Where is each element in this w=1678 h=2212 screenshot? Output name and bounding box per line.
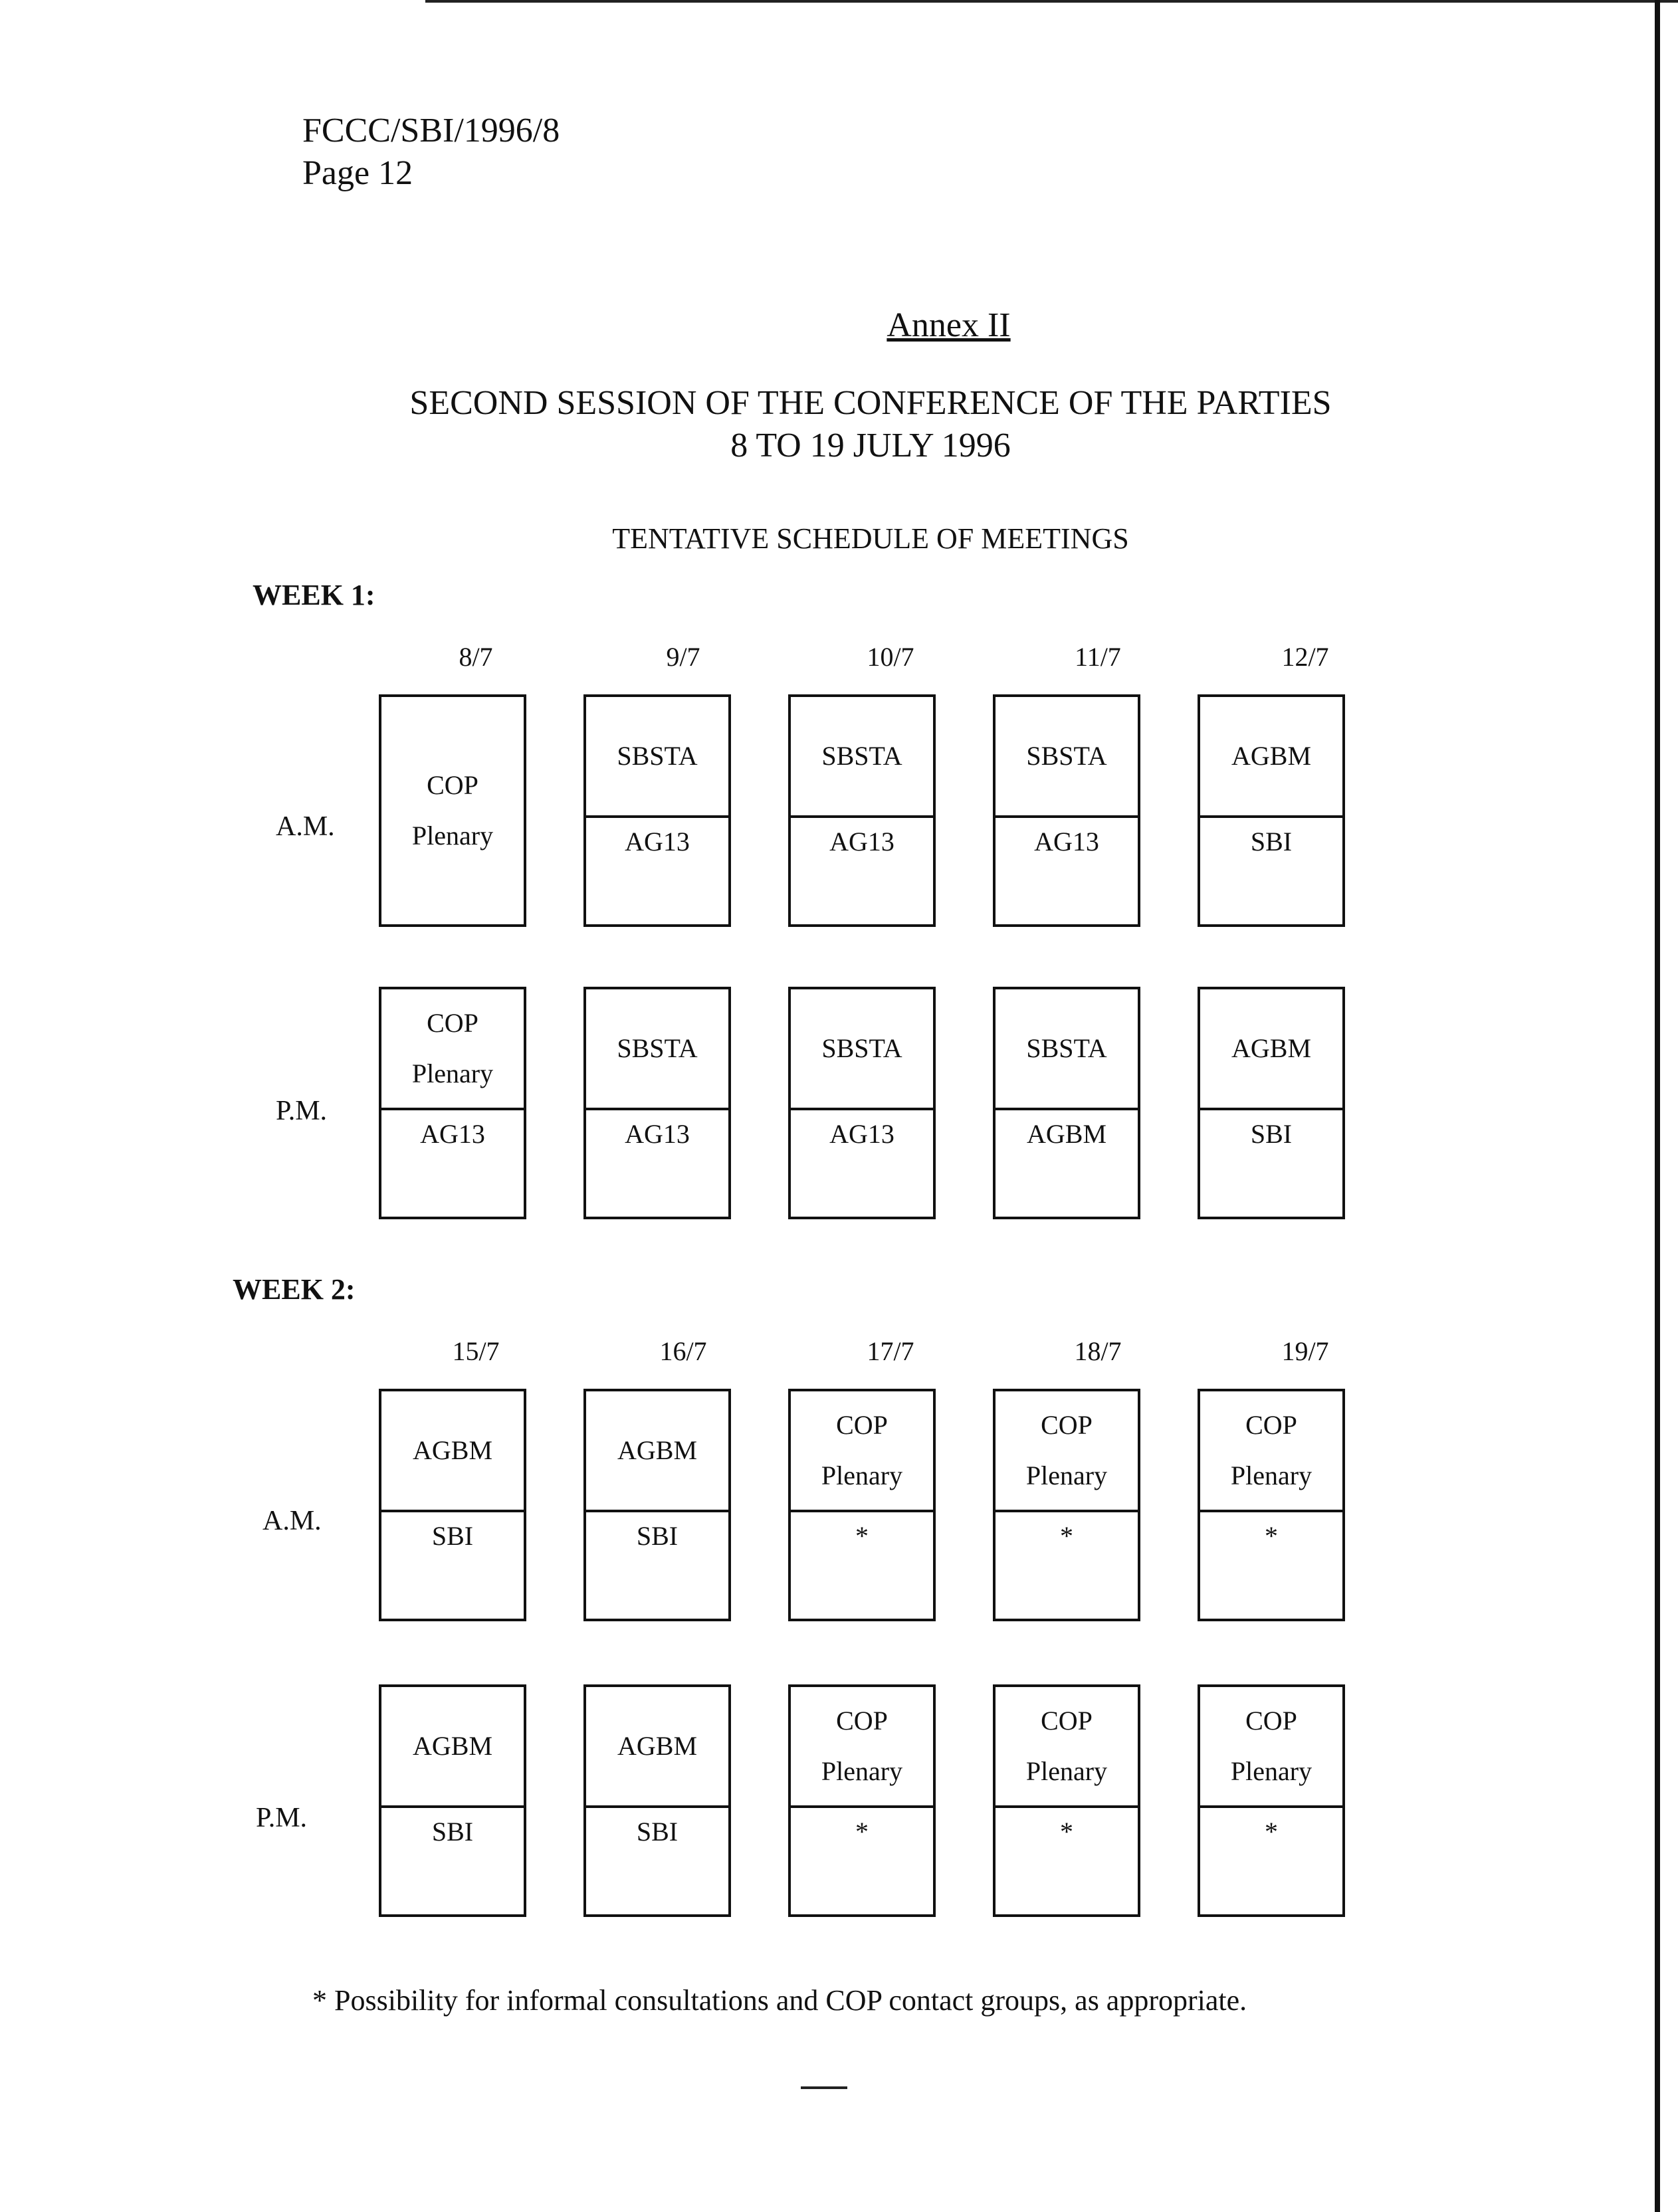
week-2-am-label: A.M. xyxy=(262,1506,322,1536)
session-top xyxy=(791,1687,933,1808)
schedule-subtitle: TENTATIVE SCHEDULE OF MEETINGS xyxy=(612,522,1129,555)
session-bottom: SBI xyxy=(1250,1119,1293,1149)
session-bottom: AG13 xyxy=(420,1119,485,1149)
date-label: 12/7 xyxy=(1281,642,1329,672)
title-line-1: SECOND SESSION OF THE CONFERENCE OF THE PARTIES xyxy=(409,384,1332,422)
session-name: Plenary xyxy=(821,1460,903,1490)
week-2-am-row xyxy=(379,1389,1345,1621)
document-header xyxy=(302,110,560,195)
date-label: 17/7 xyxy=(867,1336,914,1366)
session-top xyxy=(381,1391,524,1512)
session-name: COP xyxy=(1041,1706,1093,1736)
week-1-am-label: A.M. xyxy=(276,811,335,842)
session-bottom: * xyxy=(1060,1521,1073,1551)
session-name: COP xyxy=(1245,1706,1297,1736)
schedule-box xyxy=(993,694,1140,927)
session-bottom: * xyxy=(1265,1521,1278,1551)
session-name: AGBM xyxy=(1231,741,1312,771)
session-bottom: AGBM xyxy=(1026,1119,1107,1149)
session-name: SBSTA xyxy=(1026,741,1107,771)
session-top xyxy=(381,697,524,924)
schedule-box xyxy=(583,1389,731,1621)
session-top xyxy=(996,1391,1138,1512)
schedule-box xyxy=(788,694,936,927)
session-name: Plenary xyxy=(1230,1460,1312,1490)
session-name: SBSTA xyxy=(1026,1033,1107,1063)
session-name: SBSTA xyxy=(821,741,902,771)
week-1-am-row xyxy=(379,694,1345,927)
top-rule xyxy=(425,0,1678,3)
session-bottom: SBI xyxy=(431,1817,474,1847)
session-name: SBSTA xyxy=(617,1033,698,1063)
schedule-box xyxy=(583,694,731,927)
date-label: 9/7 xyxy=(666,642,700,672)
session-name: COP xyxy=(1041,1410,1093,1440)
session-name: COP xyxy=(427,1008,478,1038)
session-bottom: * xyxy=(855,1521,869,1551)
session-bottom: AG13 xyxy=(829,1119,894,1149)
week-1-dates xyxy=(372,641,1409,672)
session-top xyxy=(1200,989,1342,1110)
session-top xyxy=(1200,1687,1342,1808)
page-number: Page 12 xyxy=(302,154,413,192)
session-top xyxy=(996,989,1138,1110)
schedule-box xyxy=(1198,1684,1345,1917)
schedule-box xyxy=(379,1684,526,1917)
session-bottom: SBI xyxy=(636,1521,679,1551)
week-2-dates xyxy=(372,1336,1409,1367)
date-label: 16/7 xyxy=(659,1336,707,1366)
session-name: Plenary xyxy=(411,1058,494,1088)
session-name: Plenary xyxy=(1025,1460,1108,1490)
session-name: SBSTA xyxy=(617,741,698,771)
schedule-box xyxy=(788,987,936,1219)
week-1-pm-label: P.M. xyxy=(276,1096,328,1126)
schedule-box xyxy=(1198,987,1345,1219)
week-2-label: WEEK 2: xyxy=(233,1273,356,1306)
session-top xyxy=(1200,1391,1342,1512)
date-label: 10/7 xyxy=(867,642,914,672)
session-top xyxy=(996,697,1138,818)
schedule-box xyxy=(379,1389,526,1621)
session-bottom: SBI xyxy=(636,1817,679,1847)
date-label: 15/7 xyxy=(452,1336,500,1366)
session-bottom: * xyxy=(855,1817,869,1847)
session-name: AGBM xyxy=(617,1731,698,1761)
schedule-box xyxy=(583,1684,731,1917)
session-name: Plenary xyxy=(821,1756,903,1786)
week-2-pm-row xyxy=(379,1684,1345,1917)
session-name: COP xyxy=(836,1706,888,1736)
schedule-box xyxy=(788,1389,936,1621)
session-bottom: AG13 xyxy=(1034,827,1099,856)
session-top xyxy=(791,989,933,1110)
schedule-box xyxy=(379,694,526,927)
session-name: COP xyxy=(836,1410,888,1440)
session-top xyxy=(381,989,524,1110)
session-name: Plenary xyxy=(1230,1756,1312,1786)
session-bottom: * xyxy=(1060,1817,1073,1847)
schedule-box xyxy=(993,1684,1140,1917)
title-line-2: 8 TO 19 JULY 1996 xyxy=(730,427,1011,464)
session-top xyxy=(586,1391,728,1512)
session-top xyxy=(586,697,728,818)
schedule-box xyxy=(1198,1389,1345,1621)
schedule-box xyxy=(1198,694,1345,927)
session-bottom: AG13 xyxy=(625,1119,690,1149)
session-top xyxy=(381,1687,524,1808)
schedule-box xyxy=(788,1684,936,1917)
schedule-box xyxy=(993,987,1140,1219)
session-bottom: AG13 xyxy=(625,827,690,856)
schedule-box xyxy=(379,987,526,1219)
session-top xyxy=(586,989,728,1110)
session-name: Plenary xyxy=(411,821,494,851)
session-name: COP xyxy=(1245,1410,1297,1440)
session-name: AGBM xyxy=(617,1435,698,1465)
date-label: 18/7 xyxy=(1074,1336,1122,1366)
date-label: 19/7 xyxy=(1281,1336,1329,1366)
annex-heading: Annex II xyxy=(887,306,1011,344)
session-top xyxy=(791,1391,933,1512)
session-name: Plenary xyxy=(1025,1756,1108,1786)
end-rule xyxy=(801,2086,847,2089)
footnote: * Possibility for informal consultations and COP contact groups, as appropriate. xyxy=(312,1984,1247,2017)
session-name: COP xyxy=(427,770,478,800)
session-top xyxy=(996,1687,1138,1808)
session-bottom: SBI xyxy=(1250,827,1293,856)
date-label: 8/7 xyxy=(459,642,493,672)
document-title xyxy=(399,382,1342,467)
session-name: AGBM xyxy=(412,1435,493,1465)
schedule-box xyxy=(583,987,731,1219)
session-name: AGBM xyxy=(412,1731,493,1761)
session-name: AGBM xyxy=(1231,1033,1312,1063)
session-name: SBSTA xyxy=(821,1033,902,1063)
schedule-box xyxy=(993,1389,1140,1621)
week-1-label: WEEK 1: xyxy=(253,579,375,611)
session-bottom: AG13 xyxy=(829,827,894,856)
date-label: 11/7 xyxy=(1075,642,1121,672)
session-bottom: * xyxy=(1265,1817,1278,1847)
week-2-pm-label: P.M. xyxy=(256,1803,308,1833)
session-top xyxy=(791,697,933,818)
session-top xyxy=(586,1687,728,1808)
session-bottom: SBI xyxy=(431,1521,474,1551)
document-symbol: FCCC/SBI/1996/8 xyxy=(302,112,560,150)
session-top xyxy=(1200,697,1342,818)
week-1-pm-row xyxy=(379,987,1345,1219)
